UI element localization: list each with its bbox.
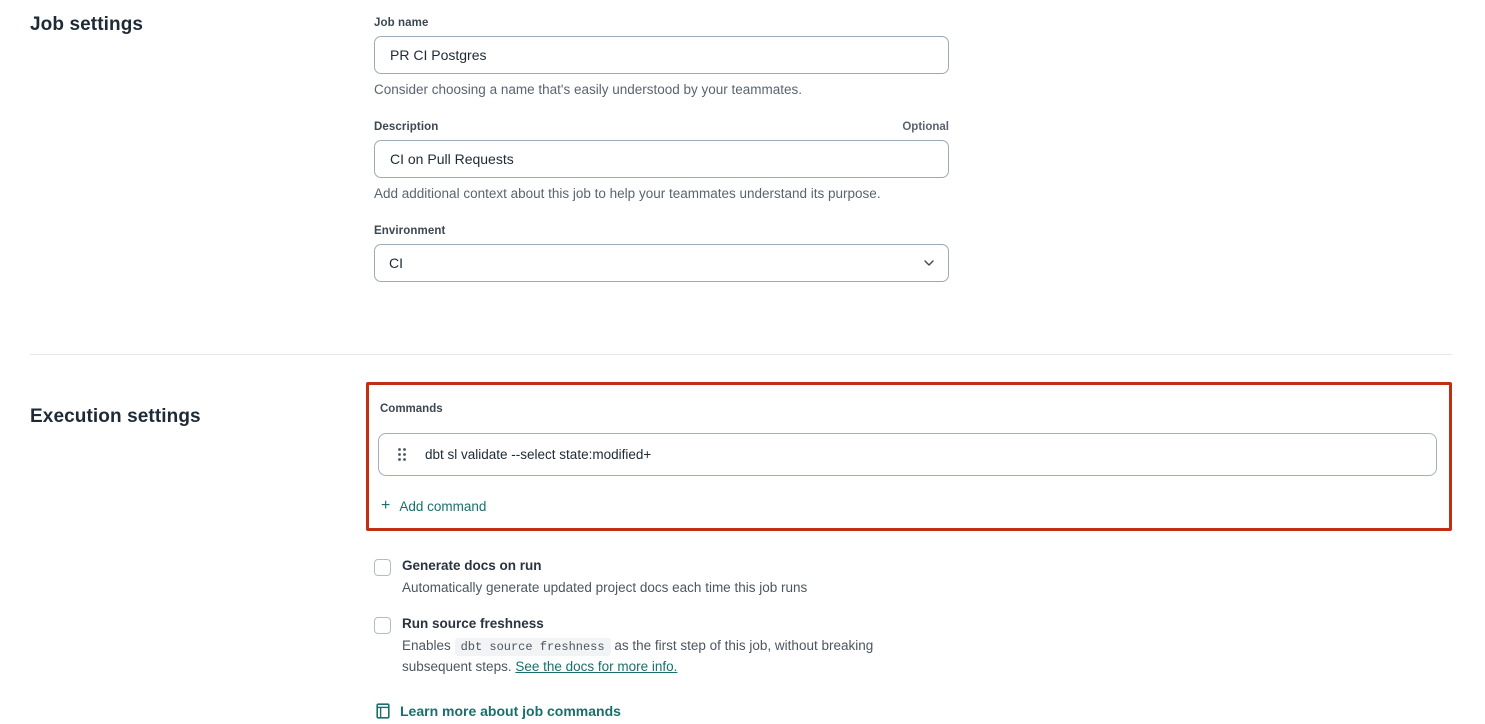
- execution-settings-heading-column: [30, 355, 374, 428]
- execution-settings-section: [30, 355, 1452, 724]
- commands-annotation-highlight-box: [366, 382, 1452, 531]
- generate-docs-checkbox[interactable]: [374, 559, 391, 576]
- command-input[interactable]: [425, 447, 1424, 462]
- plus-icon: +: [381, 497, 391, 514]
- commands-label: Commands: [380, 403, 443, 415]
- description-label: Description: [374, 121, 439, 133]
- source-freshness-desc-suffix: as the first step of this job, without breaking subsequent steps.: [402, 638, 874, 674]
- source-freshness-description: [402, 636, 942, 677]
- add-command-label: Add command: [399, 498, 487, 514]
- generate-docs-row: [374, 558, 954, 598]
- command-row: [378, 433, 1437, 476]
- generate-docs-label[interactable]: Generate docs on run: [402, 558, 542, 573]
- job-name-input[interactable]: [374, 36, 949, 74]
- generate-docs-description: Automatically generate updated project docs each time this job runs: [402, 580, 808, 595]
- see-docs-link[interactable]: See the docs for more info.: [515, 658, 678, 674]
- environment-field-group: [374, 225, 949, 282]
- learn-more-label: Learn more about job commands: [400, 702, 621, 719]
- environment-select[interactable]: [374, 244, 949, 282]
- job-settings-heading: Job settings: [30, 14, 144, 35]
- source-freshness-row: [374, 616, 954, 677]
- description-field-group: [374, 121, 949, 201]
- book-icon: [376, 703, 390, 719]
- add-command-button[interactable]: [381, 496, 486, 516]
- execution-settings-heading: Execution settings: [30, 406, 201, 427]
- job-settings-heading-column: [30, 0, 374, 36]
- job-settings-section: [30, 0, 1452, 306]
- source-freshness-code-chip: dbt source freshness: [455, 638, 611, 656]
- execution-settings-form-column: [374, 355, 1452, 724]
- description-optional-badge: Optional: [902, 121, 949, 133]
- environment-label: Environment: [374, 225, 446, 237]
- source-freshness-desc-prefix: Enables: [402, 638, 451, 654]
- description-input[interactable]: [374, 140, 949, 178]
- job-settings-form-column: [374, 0, 1452, 306]
- chevron-down-icon: [923, 259, 935, 267]
- job-name-label: Job name: [374, 17, 429, 29]
- source-freshness-checkbox[interactable]: [374, 617, 391, 634]
- environment-select-value: CI: [389, 255, 403, 271]
- job-name-field-group: [374, 17, 949, 97]
- description-helper-text: Add additional context about this job to help your teammates understand its purpose.: [374, 186, 881, 201]
- job-name-helper-text: Consider choosing a name that's easily understood by your teammates.: [374, 82, 803, 97]
- learn-more-link[interactable]: [376, 703, 621, 719]
- drag-handle-icon[interactable]: [391, 443, 413, 466]
- source-freshness-label[interactable]: Run source freshness: [402, 616, 544, 632]
